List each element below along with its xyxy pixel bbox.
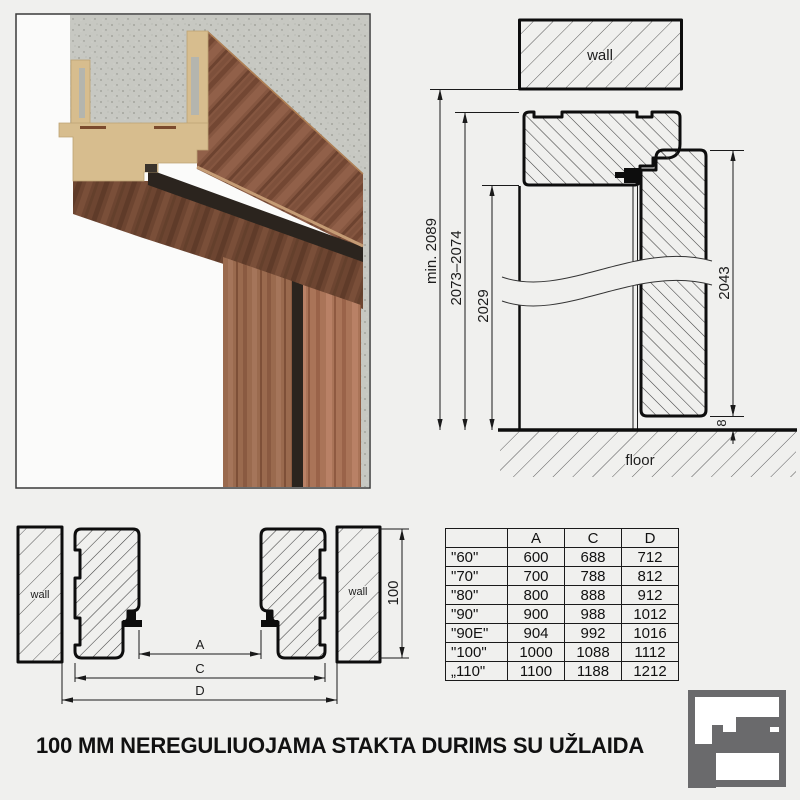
table-row: "60" 600 688 712	[446, 548, 679, 567]
horizontal-section-diagram	[18, 527, 409, 704]
frame-corner-render	[16, 14, 370, 488]
brand-logo	[688, 694, 786, 789]
jamb-left-board	[223, 257, 292, 487]
logo-strip	[769, 717, 786, 727]
dim-opening-height: 2029	[475, 289, 492, 323]
dim-d-label: D	[195, 683, 205, 698]
page-title: 100 MM NEREGULIUOJAMA STAKTA DURIMS SU UŽLAIDA	[36, 733, 645, 758]
jamb-seal-strip	[292, 281, 303, 487]
dim-floor-gap: 8	[714, 419, 729, 427]
door-leaf-section	[641, 150, 706, 416]
left-wall-label: wall	[30, 589, 50, 601]
table-row: "70" 700 788 812	[446, 567, 679, 586]
size-table	[445, 528, 679, 681]
dim-frame-height: 2073–2074	[448, 230, 465, 306]
table-header-cell	[446, 529, 508, 548]
mdf-right-leg-groove	[191, 57, 199, 115]
dim-door-height: 2043	[716, 266, 733, 300]
mdf-seal-slot	[145, 164, 157, 172]
left-jamb-profile	[75, 529, 139, 658]
table-row: "100" 1000 1088 1112	[446, 643, 679, 662]
table-row: "90E" 904 992 1016	[446, 624, 679, 643]
mdf-joint-line	[80, 126, 106, 129]
right-wall-label: wall	[348, 586, 368, 598]
table-header-row	[446, 529, 679, 548]
logo-notch	[712, 725, 723, 733]
table-header-cell: A	[508, 529, 565, 548]
right-jamb-profile	[261, 529, 325, 658]
table-header-cell: D	[622, 529, 679, 548]
logo-block	[688, 744, 716, 788]
wall-label: wall	[587, 47, 613, 64]
dim-frame-depth: 100	[385, 580, 402, 606]
table-row: "80" 800 888 912	[446, 586, 679, 605]
dim-a-label: A	[195, 637, 205, 652]
jamb-right-board	[303, 285, 361, 487]
table-row: „110" 1100 1188 1212	[446, 662, 679, 681]
dim-min-total-height: min. 2089	[423, 218, 440, 284]
vertical-section-diagram	[423, 20, 797, 477]
table-header-cell: C	[565, 529, 622, 548]
dim-c-label: C	[195, 661, 205, 676]
logo-tab	[736, 717, 770, 733]
mdf-joint-line	[154, 126, 176, 129]
table-row: "90" 900 988 1012	[446, 605, 679, 624]
floor-label: floor	[625, 452, 655, 469]
logo-bar	[712, 732, 786, 753]
mdf-left-leg-groove	[79, 68, 85, 118]
